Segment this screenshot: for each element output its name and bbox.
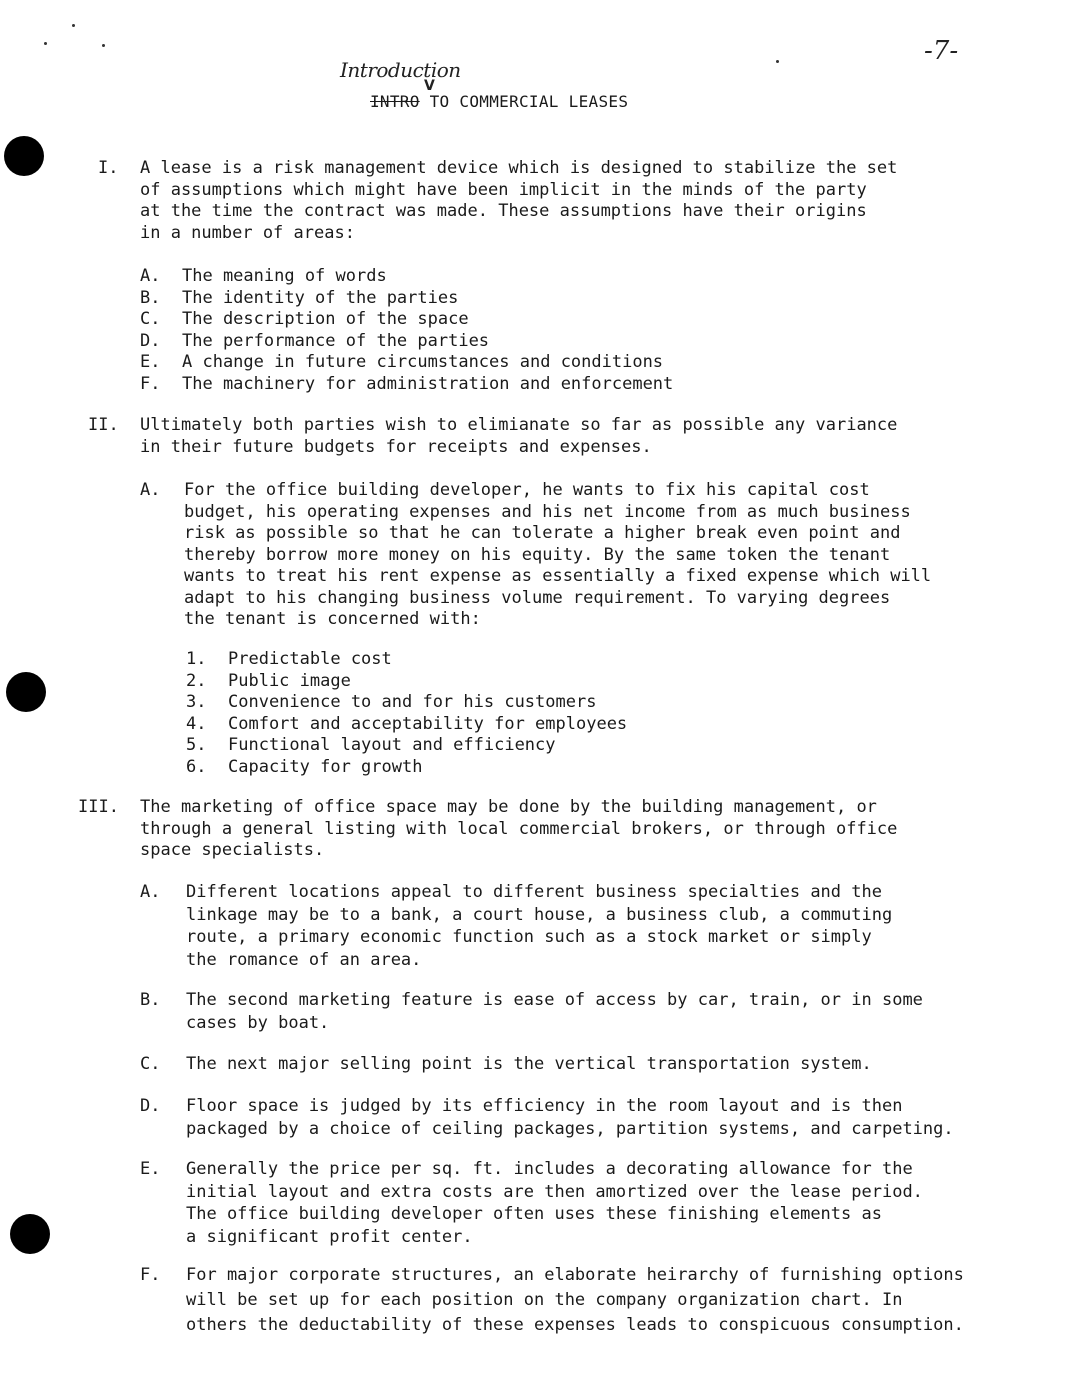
title-text: TO COMMERCIAL LEASES (429, 92, 629, 111)
section-text-line: in a number of areas: (140, 222, 355, 243)
subitem-text: Convenience to and for his customers (228, 692, 597, 712)
item-label: B. (140, 990, 161, 1010)
item-text-line: packaged by a choice of ceiling packages, partition systems, and carpeting. (186, 1118, 954, 1139)
item-text-line: For the office building developer, he wants to fix his capital cost (184, 480, 870, 500)
subitem-label: 6. (186, 756, 207, 777)
item-text-line: route, a primary economic function such as a stock market or simply (186, 927, 872, 947)
item-label: D. (140, 330, 161, 351)
section-numeral: III. (78, 797, 119, 817)
speck (776, 60, 779, 63)
item-text-line: A change in future circumstances and conditions (182, 352, 664, 372)
item-text-line: the romance of an area. (186, 949, 422, 970)
item-text-line: The machinery for administration and enforcement (182, 373, 674, 394)
subitem-text: Public image (228, 670, 351, 691)
item-label: E. (140, 352, 161, 372)
section-text-line: Ultimately both parties wish to elimianate so far as possible any variance (140, 415, 898, 435)
item-text-line: risk as possible so that he can tolerate a higher break even point and (184, 523, 901, 543)
section-text-line: in their future budgets for receipts and expenses. (140, 436, 652, 457)
insertion-caret: V (424, 78, 435, 94)
section-text-line: through a general listing with local commercial brokers, or through office (140, 818, 898, 839)
item-label: F. (140, 373, 161, 394)
item-text-line: others the deductability of these expenses leads to conspicuous consumption. (186, 1315, 964, 1335)
section-numeral: I. (98, 158, 119, 178)
item-label: A. (140, 882, 161, 902)
section-text-line: space specialists. (140, 840, 325, 860)
item-text-line: The meaning of words (182, 266, 387, 286)
item-label: B. (140, 287, 161, 308)
speck (72, 24, 75, 27)
item-text-line: budget, his operating expenses and his net income from as much business (184, 501, 911, 522)
item-text-line: Floor space is judged by its efficiency in the room layout and is then (186, 1096, 903, 1116)
item-text-line: thereby borrow more money on his equity. By the same token the tenant (184, 544, 891, 565)
document-title (370, 92, 628, 111)
section-text-line: of assumptions which might have been implicit in the minds of the party (140, 179, 867, 200)
item-text-line: The second marketing feature is ease of access by car, train, or in some (186, 990, 923, 1010)
item-text-line: cases by boat. (186, 1012, 330, 1033)
section-numeral: II. (88, 415, 119, 435)
item-text-line: For major corporate structures, an elaborate heirarchy of furnishing options (186, 1265, 964, 1285)
section-text-line: at the time the contract was made. These assumptions have their origins (140, 201, 867, 221)
struck-title-word: INTRO (370, 92, 420, 111)
item-text-line: initial layout and extra costs are then amortized over the lease period. (186, 1181, 923, 1202)
section-text-line: A lease is a risk management device which is designed to stabilize the set (140, 158, 898, 178)
subitem-label: 3. (186, 692, 207, 712)
item-text-line: a significant profit center. (186, 1226, 473, 1247)
item-text-line: Different locations appeal to different business specialties and the (186, 882, 882, 902)
item-label: A. (140, 480, 161, 500)
item-label: F. (140, 1265, 161, 1285)
item-text-line: the tenant is concerned with: (184, 609, 481, 629)
subitem-label: 1. (186, 649, 207, 669)
subitem-text: Comfort and acceptability for employees (228, 713, 628, 734)
item-text-line: wants to treat his rent expense as essentially a fixed expense which will (184, 566, 932, 586)
item-text-line: The next major selling point is the vertical transportation system. (186, 1054, 872, 1074)
punch-hole-bottom (10, 1214, 50, 1254)
item-text-line: The office building developer often uses these finishing elements as (186, 1204, 882, 1224)
item-text-line: linkage may be to a bank, a court house, a business club, a commuting (186, 904, 893, 925)
subitem-label: 2. (186, 670, 207, 691)
handwritten-title: Introduction (340, 58, 461, 82)
item-text-line: adapt to his changing business volume requirement. To varying degrees (184, 587, 891, 608)
subitem-label: 4. (186, 713, 207, 734)
item-text-line: The performance of the parties (182, 330, 490, 351)
punch-hole-top (4, 136, 44, 176)
item-text-line: The description of the space (182, 309, 469, 329)
speck (44, 42, 47, 45)
item-label: C. (140, 309, 161, 329)
item-label: D. (140, 1096, 161, 1116)
subitem-text: Functional layout and efficiency (228, 735, 556, 755)
subitem-text: Capacity for growth (228, 756, 423, 777)
item-text-line: will be set up for each position on the company organization chart. In (186, 1290, 903, 1310)
punch-hole-middle (6, 672, 46, 712)
page-number: -7- (924, 36, 959, 66)
speck (102, 44, 105, 47)
item-label: A. (140, 266, 161, 286)
section-text-line: The marketing of office space may be done by the building management, or (140, 797, 877, 817)
item-text-line: The identity of the parties (182, 287, 459, 308)
item-label: C. (140, 1054, 161, 1074)
subitem-label: 5. (186, 735, 207, 755)
item-label: E. (140, 1159, 161, 1179)
item-text-line: Generally the price per sq. ft. includes a decorating allowance for the (186, 1159, 913, 1179)
subitem-text: Predictable cost (228, 649, 392, 669)
